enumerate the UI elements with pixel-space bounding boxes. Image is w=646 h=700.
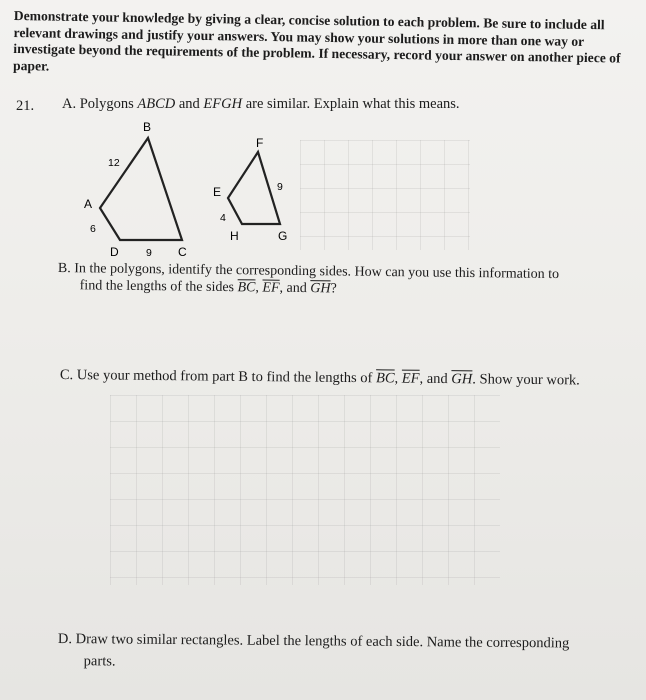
- vertex-label-h: H: [230, 229, 239, 243]
- part-a-polygon-2: EFGH: [203, 96, 243, 112]
- vertex-label-d: D: [110, 245, 119, 259]
- part-c-text-1: Use your method from part B to find the lengths of: [76, 367, 377, 387]
- part-a-polygon-1: ABCD: [137, 96, 176, 112]
- similar-polygons-figure: [70, 118, 310, 264]
- side-label-ad: 6: [90, 223, 96, 235]
- vertex-label-g: G: [278, 229, 288, 243]
- part-a-prompt: [62, 96, 460, 113]
- vertex-label-b: B: [143, 120, 152, 134]
- segment-ef: $\overline{EF}$: [262, 280, 280, 296]
- side-label-dc: 9: [146, 247, 152, 259]
- background-grid-lines: [110, 395, 500, 585]
- part-c-text-2: . Show your work.: [472, 371, 580, 389]
- question-number: 21.: [16, 98, 35, 114]
- part-c-letter: C.: [59, 367, 74, 384]
- part-c-prompt: [60, 367, 635, 390]
- segment-gh: $\overline{GH}$: [451, 371, 473, 388]
- part-d-text-1: Draw two similar rectangles. Label the lengths of each side. Name the corresponding: [75, 631, 570, 652]
- part-c-sep-2: , and: [419, 370, 452, 388]
- polygon-efgh: [228, 152, 280, 224]
- part-b-prompt: [58, 260, 628, 301]
- segment-ef: $\overline{EF}$: [401, 370, 420, 387]
- part-b-sep-2: , and: [279, 280, 311, 297]
- part-a-text-3: are similar. Explain what this means.: [242, 96, 460, 112]
- part-a-letter: A.: [62, 96, 77, 112]
- side-label-eh: 4: [220, 212, 226, 224]
- vertex-label-c: C: [178, 245, 187, 259]
- part-b-text-2: find the lengths of the sides: [79, 278, 238, 296]
- vertex-label-a: A: [84, 197, 93, 211]
- segment-gh: $\overline{GH}$: [310, 281, 331, 297]
- vertex-label-e: E: [213, 185, 222, 199]
- side-label-ab: 12: [108, 157, 120, 169]
- side-label-fg: 9: [277, 181, 283, 193]
- part-d-letter: D.: [57, 630, 73, 648]
- part-a-text-2: and: [175, 96, 204, 112]
- background-grid-lines-top: [300, 140, 470, 250]
- part-c-sep-1: ,: [394, 370, 402, 387]
- segment-bc: $\overline{BC}$: [375, 370, 395, 387]
- part-b-letter: B.: [57, 260, 71, 277]
- part-a-text-1: Polygons: [79, 96, 138, 112]
- part-d-prompt: [58, 628, 633, 677]
- part-d-line-2: parts.: [83, 653, 116, 670]
- part-b-sep-1: ,: [255, 280, 263, 296]
- polygon-abcd: [100, 138, 182, 240]
- instructions-paragraph: Demonstrate your knowledge by giving a clear, concise solution to each problem. Be sure to include all relevant drawings and justify your answers. You may show your solutions in more than one way or investigate beyond the requirements of the problem. If necessary, record your answer on another piece of paper.: [12, 8, 621, 74]
- vertex-label-f: F: [256, 136, 264, 150]
- part-b-end: ?: [330, 281, 337, 297]
- part-b-text-1: In the polygons, identify the corresponding sides. How can you use this information to: [74, 261, 560, 283]
- segment-bc: $\overline{BC}$: [237, 280, 256, 296]
